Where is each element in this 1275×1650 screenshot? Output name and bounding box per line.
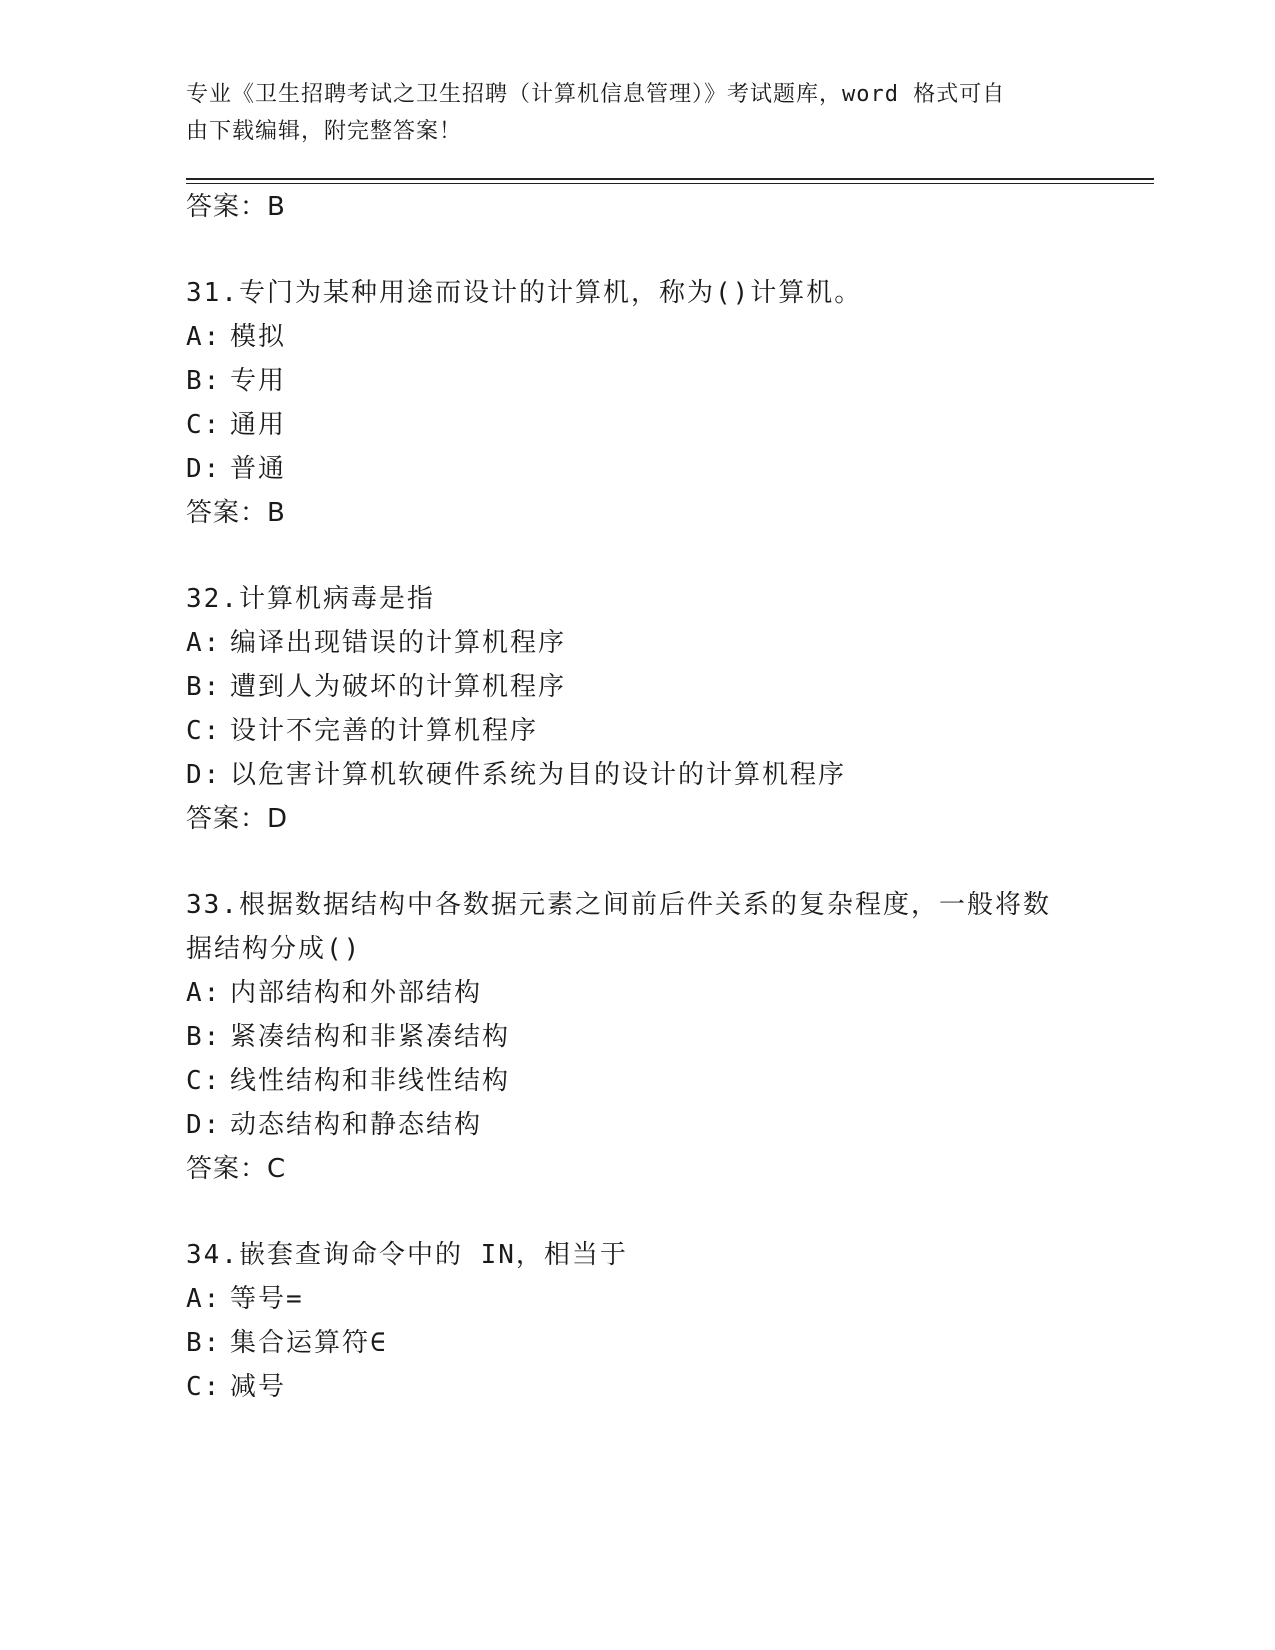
option-text: 模拟 <box>230 322 287 352</box>
option-key: B: <box>186 366 222 396</box>
option-text: 紧凑结构和非紧凑结构 <box>230 1022 511 1052</box>
option-key: A: <box>186 322 222 352</box>
option-a <box>186 320 286 354</box>
option-c <box>186 408 286 442</box>
document-header <box>186 76 1066 150</box>
option-b <box>186 670 566 704</box>
option-key: D: <box>186 1110 222 1140</box>
option-text: 专用 <box>230 366 287 396</box>
question-stem-line-1: 33.根据数据结构中各数据元素之间前后件关系的复杂程度，一般将数 <box>186 890 1051 920</box>
answer-label: 答案：C <box>186 1154 287 1184</box>
option-key: D: <box>186 454 222 484</box>
option-key: C: <box>186 410 222 440</box>
option-a <box>186 626 566 660</box>
option-text: 设计不完善的计算机程序 <box>230 716 539 746</box>
option-a <box>186 1282 304 1316</box>
header-line-2: 由下载编辑，附完整答案！ <box>186 119 463 144</box>
option-text: 动态结构和静态结构 <box>230 1110 483 1140</box>
option-a <box>186 976 482 1010</box>
option-d <box>186 758 846 792</box>
option-text: 等号= <box>230 1284 304 1314</box>
option-text: 集合运算符∈ <box>230 1328 388 1358</box>
answer-label: 答案：D <box>186 804 289 834</box>
option-text: 通用 <box>230 410 287 440</box>
question-stem: 31.专门为某种用途而设计的计算机，称为()计算机。 <box>186 278 863 308</box>
option-b <box>186 364 286 398</box>
option-text: 减号 <box>230 1372 287 1402</box>
option-key: C: <box>186 716 222 746</box>
option-c <box>186 1064 510 1098</box>
option-text: 遭到人为破坏的计算机程序 <box>230 672 567 702</box>
option-c <box>186 1370 286 1404</box>
option-key: A: <box>186 1284 222 1314</box>
option-key: B: <box>186 672 222 702</box>
header-line-1: 专业《卫生招聘考试之卫生招聘（计算机信息管理）》考试题库，word 格式可自 <box>186 82 1006 107</box>
option-d <box>186 1108 482 1142</box>
option-key: D: <box>186 760 222 790</box>
option-text: 编译出现错误的计算机程序 <box>230 628 567 658</box>
option-key: C: <box>186 1372 222 1402</box>
answer-label: 答案：B <box>186 192 286 222</box>
option-b <box>186 1326 388 1360</box>
option-text: 线性结构和非线性结构 <box>230 1066 511 1096</box>
option-text: 内部结构和外部结构 <box>230 978 483 1008</box>
header-rule-thick <box>186 178 1154 180</box>
option-key: B: <box>186 1022 222 1052</box>
option-text: 普通 <box>230 454 287 484</box>
option-d <box>186 452 286 486</box>
answer-label: 答案：B <box>186 498 286 528</box>
option-key: A: <box>186 628 222 658</box>
option-key: C: <box>186 1066 222 1096</box>
option-text: 以危害计算机软硬件系统为目的设计的计算机程序 <box>230 760 847 790</box>
question-stem: 32.计算机病毒是指 <box>186 584 435 614</box>
question-stem: 34.嵌套查询命令中的 IN，相当于 <box>186 1240 628 1270</box>
option-key: B: <box>186 1328 222 1358</box>
question-stem-line-2: 据结构分成() <box>186 934 362 964</box>
option-b <box>186 1020 510 1054</box>
header-rule-thin <box>186 183 1154 184</box>
option-key: A: <box>186 978 222 1008</box>
option-c <box>186 714 538 748</box>
